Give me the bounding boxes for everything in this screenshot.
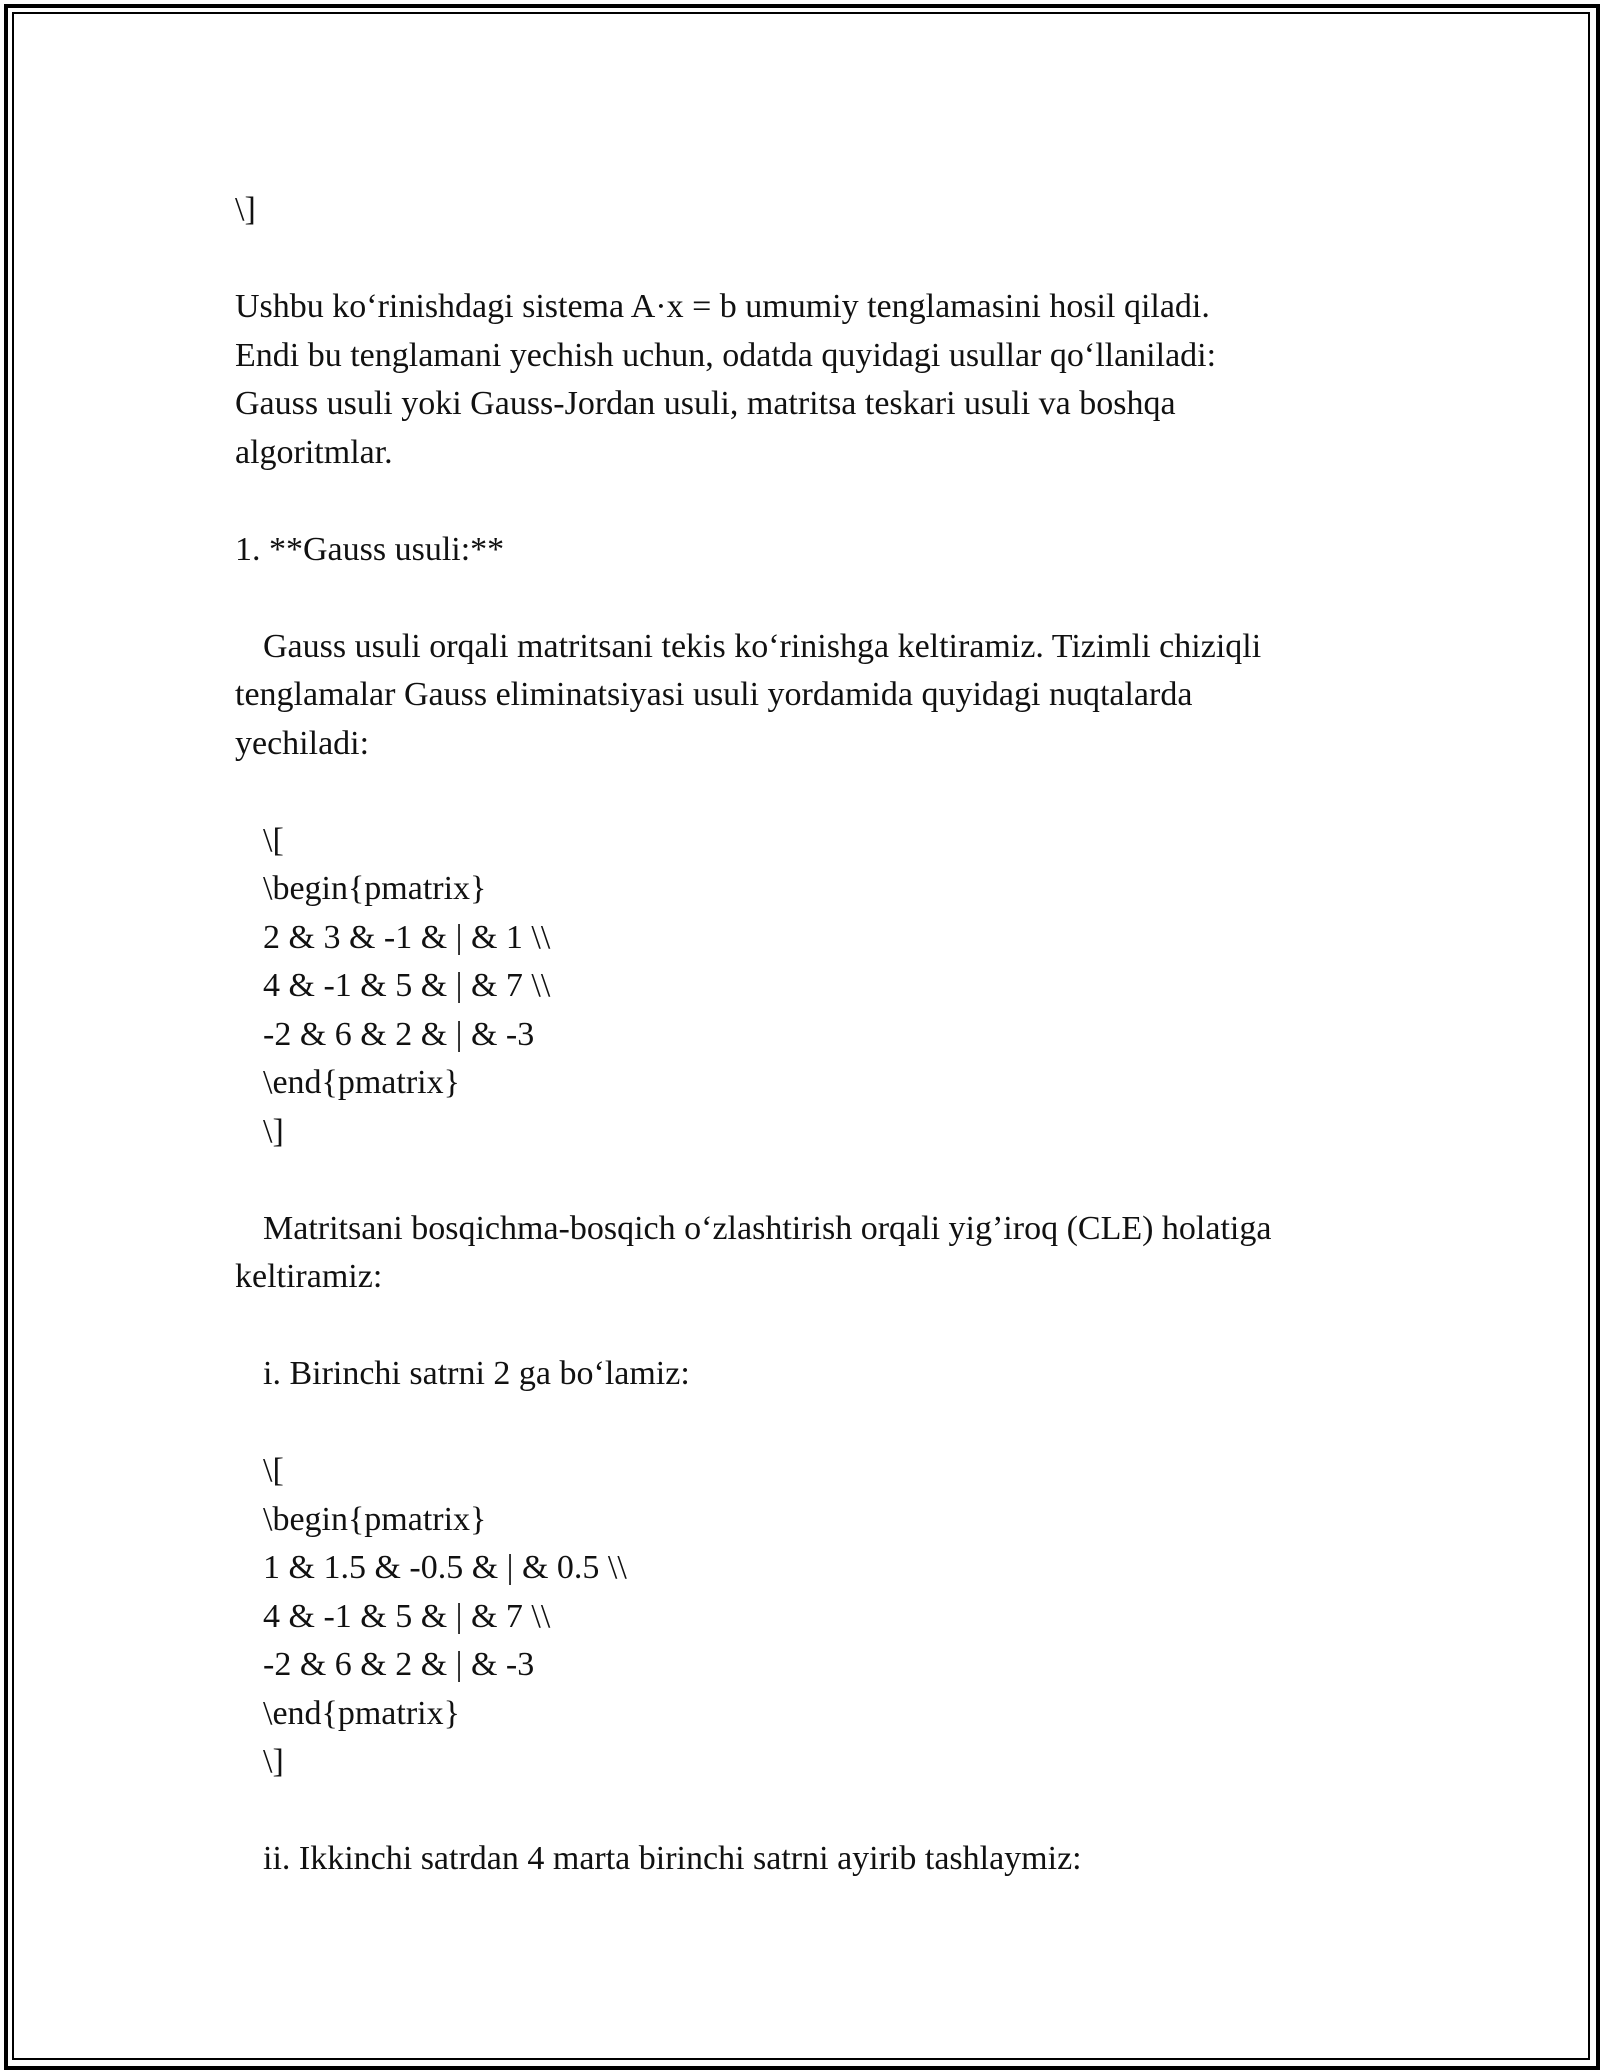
text-line: \end{pmatrix} (263, 1694, 460, 1732)
text-line: \[ (263, 821, 284, 859)
text-line: Gauss usuli orqali matritsani tekis ko‘rinishga keltiramiz. Tizimli chiziqli (263, 627, 1262, 665)
text-line: -2 & 6 & 2 & | & -3 (263, 1646, 535, 1683)
blank-line (235, 1156, 1375, 1205)
text-line: ii. Ikkinchi satrdan 4 marta birinchi satrni ayirib tashlaymiz: (263, 1840, 1082, 1877)
text-line: algoritmlar. (235, 433, 393, 471)
text-line: i. Birinchi satrni 2 ga bo‘lamiz: (263, 1355, 690, 1392)
blank-line (235, 477, 1375, 526)
text-line: 4 & -1 & 5 & | & 7 \\ (263, 967, 551, 1004)
blank-line (235, 235, 1375, 284)
text-line: \[ (263, 1452, 284, 1489)
text-line: 1 & 1.5 & -0.5 & | & 0.5 \\ (263, 1549, 627, 1586)
text-line: \end{pmatrix} (263, 1064, 460, 1101)
blank-line (235, 1787, 1375, 1836)
text-line: \] (263, 1743, 284, 1780)
text-line: \] (263, 1112, 284, 1150)
blank-line (235, 1399, 1375, 1448)
text-line: \begin{pmatrix} (263, 870, 487, 907)
blank-line (235, 574, 1375, 623)
text-line: 4 & -1 & 5 & | & 7 \\ (263, 1597, 551, 1635)
text-line: -2 & 6 & 2 & | & -3 (263, 1015, 535, 1053)
text-line: Endi bu tenglamani yechish uchun, odatda quyidagi usullar qo‘llaniladi: (235, 336, 1217, 374)
text-line: \] (235, 191, 256, 228)
text-line: yechiladi: (235, 724, 370, 762)
text-line: tenglamalar Gauss eliminatsiyasi usuli yordamida quyidagi nuqtalarda (235, 676, 1193, 713)
document-body (235, 186, 1375, 1884)
text-line: keltiramiz: (235, 1258, 383, 1295)
text-line: \begin{pmatrix} (263, 1500, 487, 1538)
text-line: 1. **Gauss usuli:** (235, 530, 505, 568)
text-line: Ushbu ko‘rinishdagi sistema A·x = b umumiy tenglamasini hosil qiladi. (235, 288, 1210, 325)
text-line: 2 & 3 & -1 & | & 1 \\ (263, 918, 551, 956)
blank-line (235, 1302, 1375, 1351)
blank-line (235, 768, 1375, 817)
text-line: Gauss usuli yoki Gauss-Jordan usuli, matritsa teskari usuli va boshqa (235, 385, 1176, 422)
text-line: Matritsani bosqichma-bosqich o‘zlashtirish orqali yig’iroq (CLE) holatiga (263, 1209, 1272, 1247)
